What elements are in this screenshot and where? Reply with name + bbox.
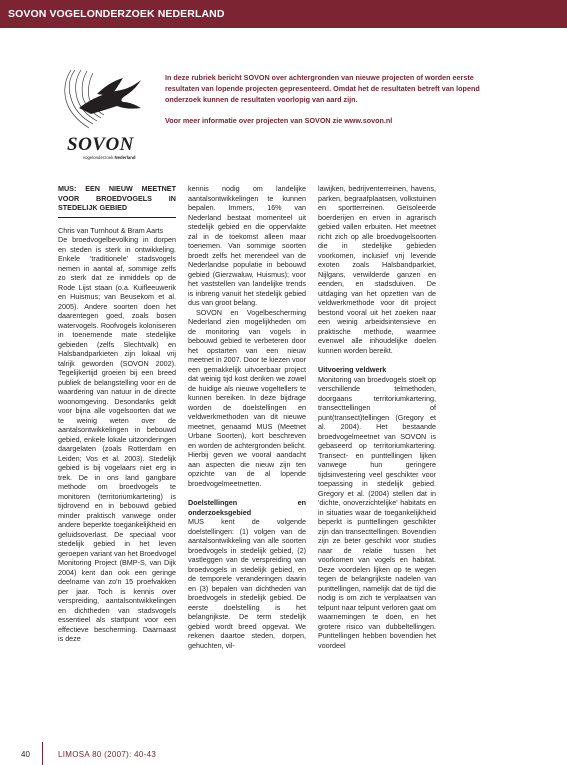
footer-rule [42,742,43,765]
header-bar [0,0,567,28]
paragraph: De broedvogelbevolking in dorpen en steden is sterk in ontwikkeling. Enkele 'traditionele' stadsvogels nemen in aantal af, sommige zelfs zo sterk dat ze inmiddels op de Rode Lijst staan (o.a. Kuifleeuwerik en Huismus; van Beusekom et al. 2005). Andere soorten doen het daarentegen goed, zoals bosen watervogels. Roofvogels koloniseren in toenemende mate stedelijke gebieden (zelfs Slechtvalk) en Halsbandparkieten zijn lokaal vrij talrijk geworden (SOVON 2002). Tegelijkertijd groeien bij een breed publiek de belangstelling voor en de waardering van natuur in de directe woonomgeving. Desondanks geldt voor bijna alle vogelsoorten dat we te weinig weten over de aantalsontwikkelingen in bebouwd gebied, enkele lokale uitzonderingen daargelaten (zoals Rotterdam en Leiden; Vos et al. 2003). Stedelijk gebied is bij vogelaars niet erg in trek. De in ons land gangbare methode om broedvogels te monitoren (territoriumkartering) is tijdrovend en in bebouwd gebied minder praktisch vanwege onder andere beperkte toegankelijkheid en geluidsoverlast. De speciaal voor stedelijk gebied in het leven geroepen variant van het Broedvogel Monitoring Project (BMP-S, van Dijk 2004) kent dan ook een geringe deelname van zo'n 15 proefvakken per jaar. Toch is kennis over verspreiding, aantalsontwikkelingen en dichtheden van stadsvogels essentieel als startpunt voor een effectieve bescherming. Daarnaast is deze [58,235,176,643]
paragraph: SOVON en Vogelbescherming Nederland zien mogelijkheden om de monitoring van vogels in bebouwd gebied te verbeteren door het opstarten van een nieuw meetnet in 2007. Door te kiezen voor een gemakkelijk uitvoerbaar project dat weinig tijd kost denken we zowel de huidige als nieuwe vogeltellers te kunnen bereiken. In deze bijdrage worden de doelstellingen en veldwerkmethoden van dit nieuwe meetnet, genaamd MUS (Meetnet Urbane Soorten), kort beschreven en worden de achtergronden belicht. Hierbij geven we vooral aandacht aan aspecten die nieuw zijn ten opzichte van de al lopende broedvogelmeetnetten. [188,307,306,488]
paragraph: lawijken, bedrijventerreinen, havens, parken, begraafplaatsen, volkstuinen en sportterreinen. Geïsoleerde boerderijen en erven in agrarisch gebied vallen erbuiten. Het meetnet richt zich op alle broedvogelsoorten die in stedelijke gebieden voorkomen, inclusief vrij levende exoten zoals Halsbandparkiet, Nijlgans, verwilderde ganzen en eenden, en stadsduiven. De uitdaging van het opzetten van de veldwerkmethode voor dit project bestond vooral uit het zoeken naar een weinig arbeidsintensieve en praktische methode, waarmee evenwel alle inhoudelijke doelen kunnen worden bereikt. [318,184,436,355]
swallow-logo-icon [61,68,147,134]
page-number: 40 [21,750,30,759]
sovon-logo [61,68,147,164]
info-line: Voor meer informatie over projecten van SOVON zie www.sovon.nl [165,116,393,125]
intro-paragraph: In deze rubriek bericht SOVON over achtergronden van nieuwe projecten of worden eerste resultaten van lopende projecten gepresenteerd. Omdat het de resultaten betreft van lopend onderzoek kunnen de resultaten voorlopig van aard zijn. [165,73,480,104]
article-title: MUS: EEN NIEUW MEETNET VOOR BROEDVOGELS IN STEDELIJK GEBIED [58,184,176,218]
section-heading: Uitvoering veldwerk [318,365,387,374]
paragraph: Monitoring van broedvogels stoelt op verschillende telmethoden, doorgaans territoriumkartering, transecttellingen of punt(transect)tellingen (Gregory et al. 2004). Het bestaande broedvogelmeetnet van SOVON is gebaseerd op territoriumkartering. Transect- en punttellingen lijken vanwege hun geringere tijdsinvestering veel geschikter voor toepassing in stedelijk gebied. Gregory et al. (2004) stellen dat in 'dichte, onoverzichtelijke' habitats en in situaties waar de toegankelijkheid beperkt is punttellingen geschikter zijn dan transecttellingen. Bovendien zijn ze beter geschikt voor studies naar de relatie tussen het voorkomen van vogels en habitat. Deze voordelen lijken op te wegen tegen de belangrijkste nadelen van punttellingen, namelijk dat de tijd die nodig is om zich te verplaatsen van telpunt naar telpunt verloren gaat om waarnemingen te doen, en het grotere risico van dubbeltellingen. Punttellingen hebben bovendien het voordeel [318,374,436,650]
intro-block [165,72,485,136]
logo-wordmark: SOVON [67,134,134,155]
column-2 [188,184,306,650]
logo-subtitle [83,155,136,160]
journal-citation: LIMOSA 80 (2007): 40-43 [58,750,157,759]
logo-subtitle-strong: Nederland [114,155,136,160]
article-authors: Chris van Turnhout & Bram Aarts [58,225,164,235]
column-3 [318,184,436,650]
header-title: SOVON VOGELONDERZOEK NEDERLAND [8,8,225,20]
section-heading: Doelstellingen en onderzoeksgebied [188,498,306,517]
column-1 [58,184,176,644]
logo-subtitle-prefix: vogelonderzoek [83,155,114,160]
paragraph: kennis nodig om landelijke aantalsontwikkelingen te kunnen bepalen. Immers, 16% van Nederland bestaat momenteel uit stedelijk gebied en die oppervlakte zal in de toekomst alleen maar toenemen. Van sommige soorten broedt zelfs het merendeel van de Nederlandse populatie in bebouwd gebied (Gierzwaluw, Huismus); voor het vaststellen van landelijke trends is inbreng vanuit het stedelijk gebied dus van groot belang. [188,184,306,307]
paragraph: MUS kent de volgende doelstellingen: (1) volgen van de aantalsontwikkeling van alle soorten broedvogels in stedelijk gebied, (2) vastleggen van de verspreiding van broedvogels in stedelijk gebied, en de temporele veranderingen daarin en (3) bepalen van dichtheden van broedvogels in stedelijk gebied. De eerste doelstelling is het belangrijkste. De term stedelijk gebied wordt breed opgevat. We rekenen daartoe steden, dorpen, gehuchten, vil- [188,517,306,650]
